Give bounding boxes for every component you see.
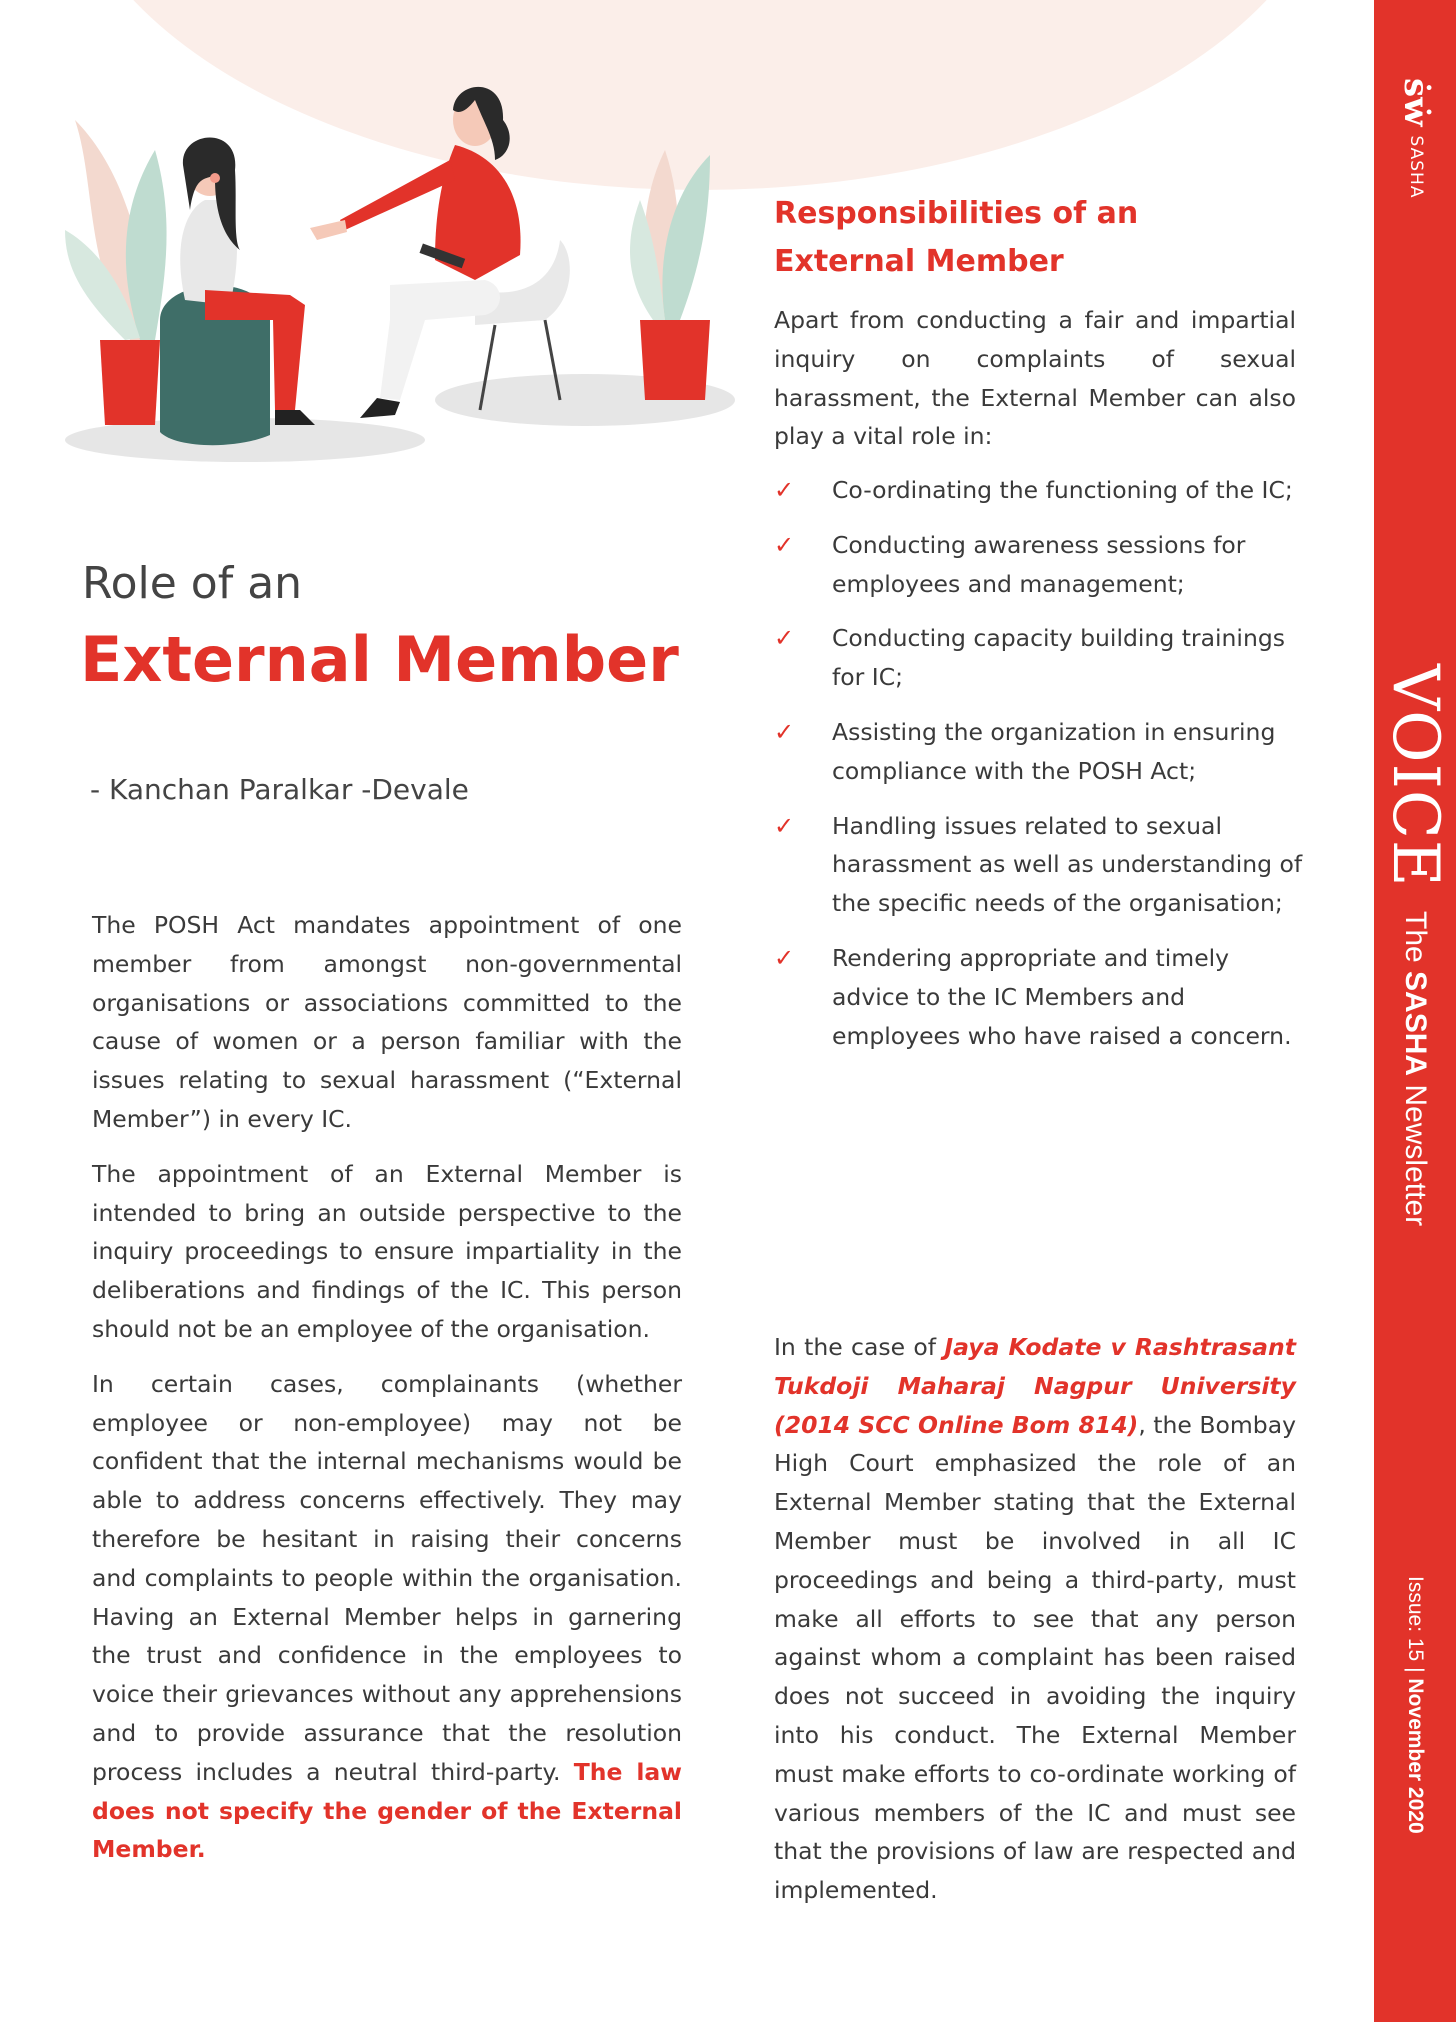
issue-separator: | <box>1404 1667 1427 1673</box>
responsibilities-heading-line2: External Member <box>774 244 1064 279</box>
responsibilities-intro: Apart from conducting a fair and impartial inquiry on complaints of sexual harassment, the External Member can also play a vital role in: <box>774 306 1296 451</box>
list-item-text: Conducting capacity building trainings for IC; <box>832 624 1285 692</box>
newsletter-brand: SASHA <box>1399 970 1432 1076</box>
check-icon: ✓ <box>774 717 795 746</box>
woman-seated-icon <box>160 138 315 446</box>
masthead <box>1378 664 1452 1226</box>
case-lead: In the case of <box>774 1333 945 1361</box>
logo-mark: ṡẇ <box>1396 78 1436 127</box>
paragraph-2: The appointment of an External Member is intended to bring an outside perspective to the inquiry proceedings to ensure impartiality in the deliberations and findings of the IC. This person should not be an employee of the organisation. <box>92 1159 682 1343</box>
sasha-logo <box>1392 78 1440 199</box>
case-citation: Jaya Kodate v Rashtrasant Tukdoji Maharaj Nagpur University (2014 SCC Online Bom 814) <box>774 1333 1296 1439</box>
issue-date: November 2020 <box>1404 1678 1427 1834</box>
list-item <box>774 471 1304 510</box>
issue-info <box>1401 1576 1429 1834</box>
list-item <box>774 807 1304 923</box>
list-item <box>774 526 1304 604</box>
list-item-text: Handling issues related to sexual harassment as well as understanding of the specific needs of the organisation; <box>832 811 1303 918</box>
author-byline: - Kanchan Paralkar -Devale <box>90 773 469 806</box>
side-band <box>1374 0 1456 2022</box>
counseling-illustration <box>55 80 775 480</box>
woman-speaking-icon <box>310 87 570 418</box>
responsibilities-heading-line1: Responsibilities of an <box>774 196 1139 231</box>
potted-plant-icon <box>630 150 710 400</box>
logo-text: SASHA <box>1406 135 1426 199</box>
paragraph-1: The POSH Act mandates appointment of one member from amongst non-governmental organisations or associations committed to the cause of women or a person familiar with the issues relating to sexual harassment (“External Member”) in every IC. <box>92 911 682 1133</box>
page-title: External Member <box>80 623 679 696</box>
paragraph-3-text: In certain cases, complainants (whether employee or non-employee) may not be confident that the internal mechanisms would be able to address concerns effectively. They may therefore be hesitant in raising their concerns and complaints to people within the organisation. Having an External Member helps in garnering the trust and confidence in the employees to voice their grievances without any apprehensions and to provide assurance that the resolution process includes a neutral third-party. <box>92 1369 682 1786</box>
paragraph-3 <box>92 1365 682 1869</box>
list-item <box>774 713 1304 791</box>
list-item-text: Rendering appropriate and timely advice to the IC Members and employees who have raised a concern. <box>832 943 1292 1050</box>
newsletter-title <box>1399 911 1432 1226</box>
check-icon: ✓ <box>774 624 795 653</box>
check-icon: ✓ <box>774 811 795 840</box>
title-line-1: Role of an <box>82 558 303 609</box>
case-body: , the Bombay High Court emphasized the role of an External Member stating that the External Member must be involved in all IC proceedings and being a third-party, must make all efforts to see that any person against whom a complaint has been raised does not succeed in avoiding the inquiry into his conduct. The External Member must make efforts to co-ordinate working of various members of the IC and must see that the provisions of law are respected and implemented. <box>774 1410 1296 1905</box>
list-item <box>774 619 1304 697</box>
list-item-text: Conducting awareness sessions for employees and management; <box>832 530 1246 598</box>
responsibilities-list <box>774 471 1304 1071</box>
masthead-voice: VOICE <box>1378 664 1452 888</box>
gender-note-highlight: The law does not specify the gender of the External Member. <box>92 1757 682 1864</box>
check-icon: ✓ <box>774 476 795 504</box>
newsletter-suffix: Newsletter <box>1399 1084 1432 1226</box>
case-paragraph <box>774 1328 1296 1910</box>
check-icon: ✓ <box>774 943 795 972</box>
list-item-text: Co-ordinating the functioning of the IC; <box>832 476 1293 504</box>
check-icon: ✓ <box>774 530 795 559</box>
list-item <box>774 939 1304 1055</box>
issue-label: Issue: 15 <box>1404 1576 1427 1662</box>
newsletter-prefix: The <box>1399 910 1432 963</box>
list-item-text: Assisting the organization in ensuring compliance with the POSH Act; <box>832 717 1276 785</box>
potted-plant-icon <box>65 120 167 425</box>
responsibilities-heading <box>774 190 1214 286</box>
left-column <box>92 906 682 1885</box>
